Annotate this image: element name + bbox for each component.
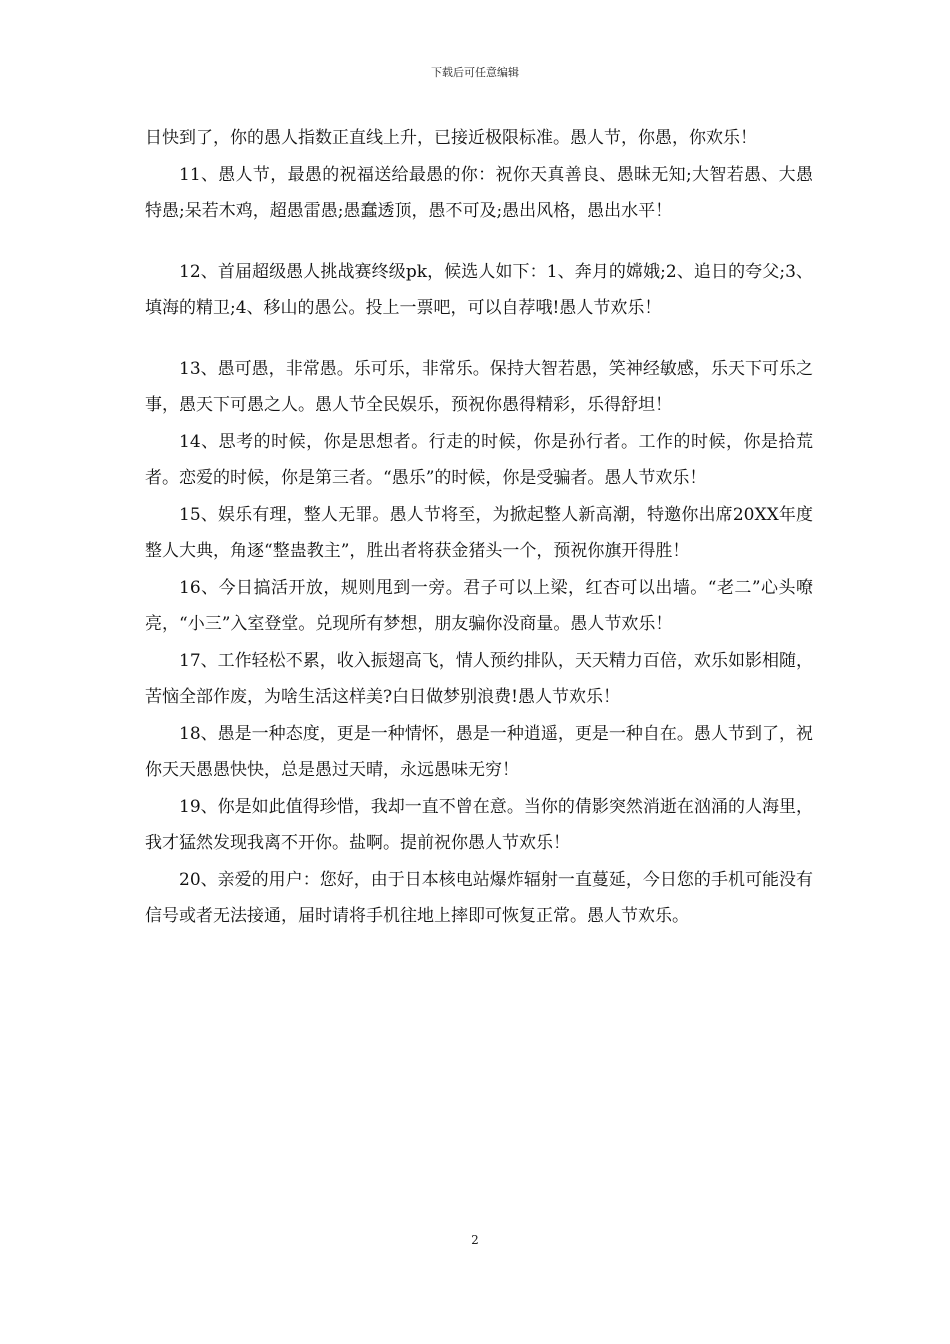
paragraph-18: 18、愚是一种态度，更是一种情怀，愚是一种逍遥，更是一种自在。愚人节到了，祝你天天愚愚快快，总是愚过天晴，永远愚味无穷！ xyxy=(145,723,813,780)
paragraph-12: 12、首届超级愚人挑战赛终级pk，候选人如下：1、奔月的嫦娥;2、追日的夸父;3、填海的精卫;4、移山的愚公。投上一票吧，可以自荐哦!愚人节欢乐！ xyxy=(145,261,813,318)
paragraph-19: 19、你是如此值得珍惜，我却一直不曾在意。当你的倩影突然消逝在汹涌的人海里，我才猛然发现我离不开你。盐啊。提前祝你愚人节欢乐！ xyxy=(145,796,813,853)
page-header: 下载后可任意编辑 xyxy=(431,66,519,79)
paragraph-15: 15、娱乐有理，整人无罪。愚人节将至，为掀起整人新高潮，特邀你出席20XX年度整人大典，角逐“整蛊教主”，胜出者将获金猪头一个，预祝你旗开得胜！ xyxy=(145,504,813,561)
paragraph-17: 17、工作轻松不累，收入振翅高飞，情人预约排队，天天精力百倍，欢乐如影相随，苦恼全部作废，为啥生活这样美?白日做梦别浪费!愚人节欢乐！ xyxy=(145,650,813,707)
paragraph-20: 20、亲爱的用户：您好，由于日本核电站爆炸辐射一直蔓延，今日您的手机可能没有信号或者无法接通，届时请将手机往地上摔即可恢复正常。愚人节欢乐。 xyxy=(145,869,813,926)
paragraph-16: 16、今日搞活开放，规则甩到一旁。君子可以上梁，红杏可以出墙。“老二”心头嘹亮，“小三”入室登堂。兑现所有梦想，朋友骗你没商量。愚人节欢乐！ xyxy=(145,577,813,634)
paragraph-11: 11、愚人节，最愚的祝福送给最愚的你：祝你天真善良、愚昧无知;大智若愚、大愚特愚;呆若木鸡，超愚雷愚;愚蠢透顶，愚不可及;愚出风格，愚出水平！ xyxy=(145,164,813,221)
document-body xyxy=(145,120,813,935)
paragraph-continuation: 日快到了，你的愚人指数正直线上升，已接近极限标准。愚人节，你愚，你欢乐！ xyxy=(145,128,757,148)
paragraph-13: 13、愚可愚，非常愚。乐可乐，非常乐。保持大智若愚，笑神经敏感，乐天下可乐之事，愚天下可愚之人。愚人节全民娱乐，预祝你愚得精彩，乐得舒坦！ xyxy=(145,358,813,415)
paragraph-14: 14、思考的时候，你是思想者。行走的时候，你是孙行者。工作的时候，你是拾荒者。恋爱的时候，你是第三者。“愚乐”的时候，你是受骗者。愚人节欢乐！ xyxy=(145,431,813,488)
page-number: 2 xyxy=(471,1233,479,1247)
